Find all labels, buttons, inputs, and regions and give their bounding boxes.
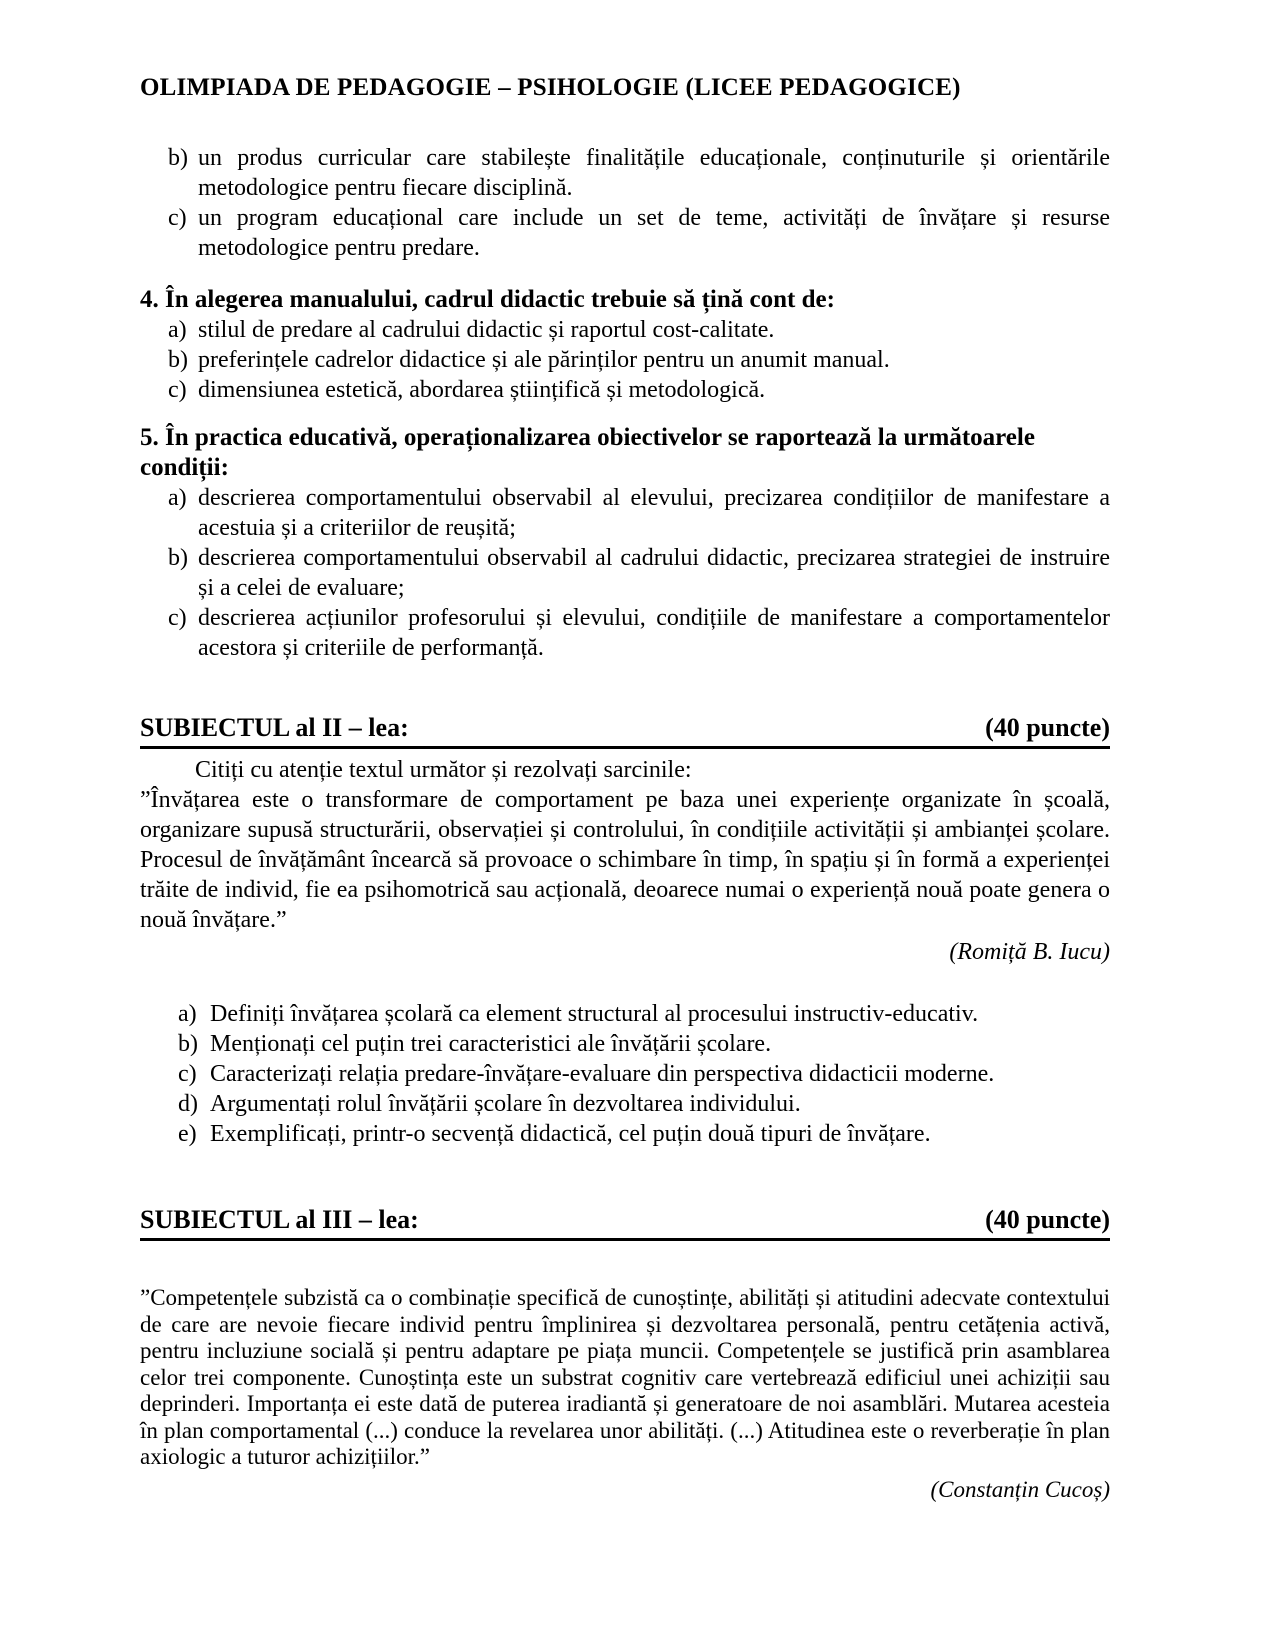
list-item-c [140,203,1110,263]
list-item-text: descrierea comportamentului observabil al cadrului didactic, precizarea strategiei de instruire și a celei de evaluare; [198,545,1110,601]
subject-2-points: (40 puncte) [985,713,1110,742]
list-marker: d) [178,1091,198,1117]
subject-3-quote: ”Competențele subzistă ca o combinație specifică de cunoștințe, abilități și atitudini adecvate contextului de care are nevoie fiecare individ pentru împlinirea și dezvoltarea personală, pentru cetățenia activă, pentru incluziune socială și pentru adaptare pe piața muncii. Competențele se justifică prin asamblarea celor trei componente. Cunoștința este un substrat cognitiv care vertebrează edificiul unei achiziții sau deprinderi. Importanța ei este dată de puterea iradiantă și generatoare de noi asamblări. Mutarea acesteia în plan comportamental (...) conduce la revelarea unor abilități. (...) Atitudinea este o reverberație în plan axiologic a tuturor achizițiilor.” [140,1285,1110,1469]
list-marker: c) [168,605,187,631]
task-text: Caracterizați relația predare-învățare-evaluare din perspectiva didacticii moderne. [210,1061,995,1087]
subject-2-intro: Citiți cu atenție textul următor și rezolvați sarcinile: [195,757,692,783]
list-marker: a) [168,317,187,343]
list-item-text: un program educațional care include un set de teme, activități de învățare și resurse metodologice pentru predare. [198,205,1110,261]
list-item-b [140,143,1110,203]
list-item-b [140,543,1110,603]
section-5-heading: 5. În practica educativă, operaționalizarea obiectivelor se raportează la următoarele condiții: [140,424,1035,481]
subject-2-heading [140,713,1110,749]
document-title: OLIMPIADA DE PEDAGOGIE – PSIHOLOGIE (LICEE PEDAGOGICE) [140,74,961,101]
task-text: Definiți învățarea școlară ca element structural al procesului instructiv-educativ. [210,1001,979,1027]
section-4 [140,285,1110,405]
subject-3-heading [140,1205,1110,1241]
list-marker: c) [178,1061,197,1087]
subject-2-quote: ”Învățarea este o transformare de comportament pe baza unei experiențe organizate în școală, organizare supusă structurării, observației și controlului, în condițiile activității și ambianței școlare. Procesul de învățământ încearcă să provoace o schimbare în timp, în spațiu și în formă a experienței trăite de individ, fie ea psihomotrică sau acțională, deoarece numai o experiență nouă poate genera o nouă învățare.” [140,787,1110,933]
list-marker: e) [178,1121,197,1147]
list-marker: b) [168,145,188,171]
list-item-text: preferințele cadrelor didactice și ale părinților pentru un anumit manual. [198,347,890,373]
subject-2-title: SUBIECTUL al II – lea: [140,713,409,742]
list-marker: c) [168,205,187,231]
list-item-c [140,375,1110,405]
list-item-text: descrierea acțiunilor profesorului și elevului, condițiile de manifestare a comportamentelor acestora și criteriile de performanță. [198,605,1110,661]
task-item-a [140,999,1110,1029]
list-marker: b) [178,1031,198,1057]
task-text: Argumentați rolul învățării școlare în dezvoltarea individului. [210,1091,801,1117]
subject-3-attribution: (Constanțin Cucoș) [930,1476,1110,1502]
subject-2-tasks [140,999,1110,1149]
task-text: Exemplificați, printr-o secvență didactică, cel puțin două tipuri de învățare. [210,1121,931,1147]
list-item-text: dimensiunea estetică, abordarea științifică și metodologică. [198,377,766,403]
list-item-c [140,603,1110,663]
task-item-e [140,1119,1110,1149]
list-item-b [140,345,1110,375]
list-item-text: un produs curricular care stabilește finalitățile educaționale, conținuturile și orientările metodologice pentru fiecare disciplină. [198,145,1110,201]
list-item-text: stilul de predare al cadrului didactic și raportul cost-calitate. [198,317,775,343]
list-marker: b) [168,545,188,571]
subject-3-points: (40 puncte) [985,1205,1110,1234]
subject-2-attribution: (Romiță B. Iucu) [949,939,1110,965]
list-marker: c) [168,377,187,403]
task-item-b [140,1029,1110,1059]
list-item-a [140,483,1110,543]
subject-3-title: SUBIECTUL al III – lea: [140,1205,419,1234]
intro-list [140,143,1110,263]
task-item-d [140,1089,1110,1119]
task-item-c [140,1059,1110,1089]
task-text: Menționați cel puțin trei caracteristici ale învățării școlare. [210,1031,772,1057]
list-marker: b) [168,347,188,373]
list-marker: a) [178,1001,197,1027]
list-item-a [140,315,1110,345]
list-item-text: descrierea comportamentului observabil al elevului, precizarea condițiilor de manifestare a acestuia și a criteriilor de reușită; [198,485,1110,541]
list-marker: a) [168,485,187,511]
section-4-heading: 4. În alegerea manualului, cadrul didactic trebuie să țină cont de: [140,286,835,313]
section-5 [140,423,1110,663]
